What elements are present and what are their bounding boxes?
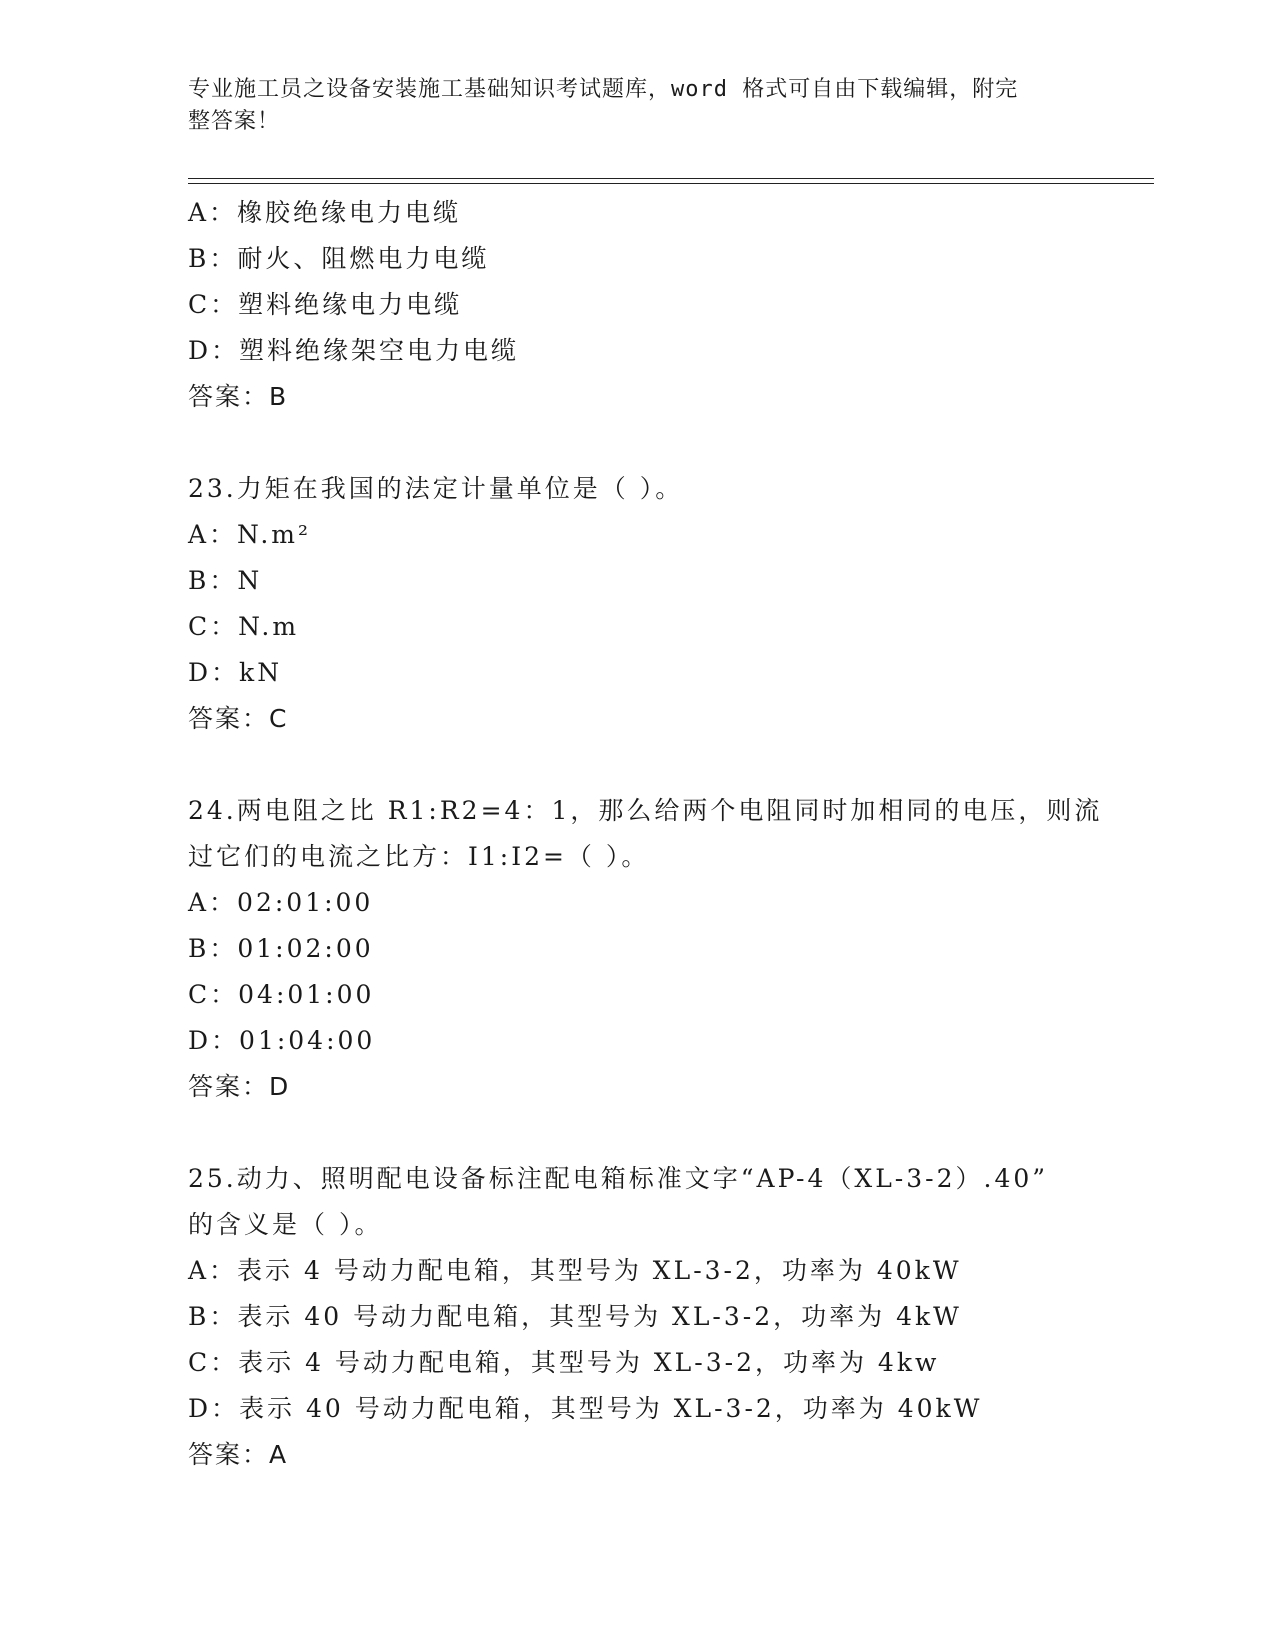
- question-block-23: [188, 466, 1088, 742]
- option-d: D：kN: [188, 658, 283, 687]
- question-block-25: [188, 1156, 1088, 1478]
- header-line-1: 专业施工员之设备安装施工基础知识考试题库，word 格式可自由下载编辑，附完: [188, 77, 1019, 102]
- question-stem-continued: 过它们的电流之比方：I1:I2=（ ）。: [188, 842, 650, 871]
- answer-line: 答案：B: [188, 382, 289, 411]
- option-b: B：耐火、阻燃电力电缆: [188, 244, 490, 273]
- header-rule-bottom: [188, 183, 1154, 184]
- option-d: D：塑料绝缘架空电力电缆: [188, 336, 520, 365]
- question-stem: 23.力矩在我国的法定计量单位是（ ）。: [188, 474, 684, 503]
- question-stem: 25.动力、照明配电设备标注配电箱标准文字“AP-4（XL-3-2）.40”: [188, 1164, 1049, 1193]
- document-body: [188, 190, 1103, 1478]
- question-stem: 24.两电阻之比 R1:R2=4：1，那么给两个电阻同时加相同的电压，则流: [188, 796, 1103, 825]
- option-b: B：表示 40 号动力配电箱，其型号为 XL-3-2，功率为 4kW: [188, 1302, 962, 1331]
- option-a: A：02:01:00: [188, 888, 374, 917]
- question-block-22: [188, 190, 1088, 420]
- answer-line: 答案：C: [188, 704, 289, 733]
- option-b: B：N: [188, 566, 263, 595]
- option-c: C：塑料绝缘电力电缆: [188, 290, 463, 319]
- option-a: A：表示 4 号动力配电箱，其型号为 XL-3-2，功率为 40kW: [188, 1256, 962, 1285]
- header-line-2: 整答案！: [188, 109, 281, 134]
- option-d: D：表示 40 号动力配电箱，其型号为 XL-3-2，功率为 40kW: [188, 1394, 983, 1423]
- option-c: C：N.m: [188, 612, 300, 641]
- option-b: B：01:02:00: [188, 934, 374, 963]
- option-d: D：01:04:00: [188, 1026, 376, 1055]
- question-stem-continued: 的含义是（ ）。: [188, 1210, 383, 1239]
- question-block-24: [188, 788, 1103, 1110]
- option-a: A：橡胶绝缘电力电缆: [188, 198, 462, 227]
- option-c: C：04:01:00: [188, 980, 375, 1009]
- option-a: A：N.m²: [188, 520, 312, 549]
- document-header: [188, 74, 1078, 138]
- option-c: C：表示 4 号动力配电箱，其型号为 XL-3-2，功率为 4kw: [188, 1348, 940, 1377]
- answer-line: 答案：D: [188, 1072, 291, 1101]
- header-rule-top: [188, 178, 1154, 179]
- answer-line: 答案：A: [188, 1440, 289, 1469]
